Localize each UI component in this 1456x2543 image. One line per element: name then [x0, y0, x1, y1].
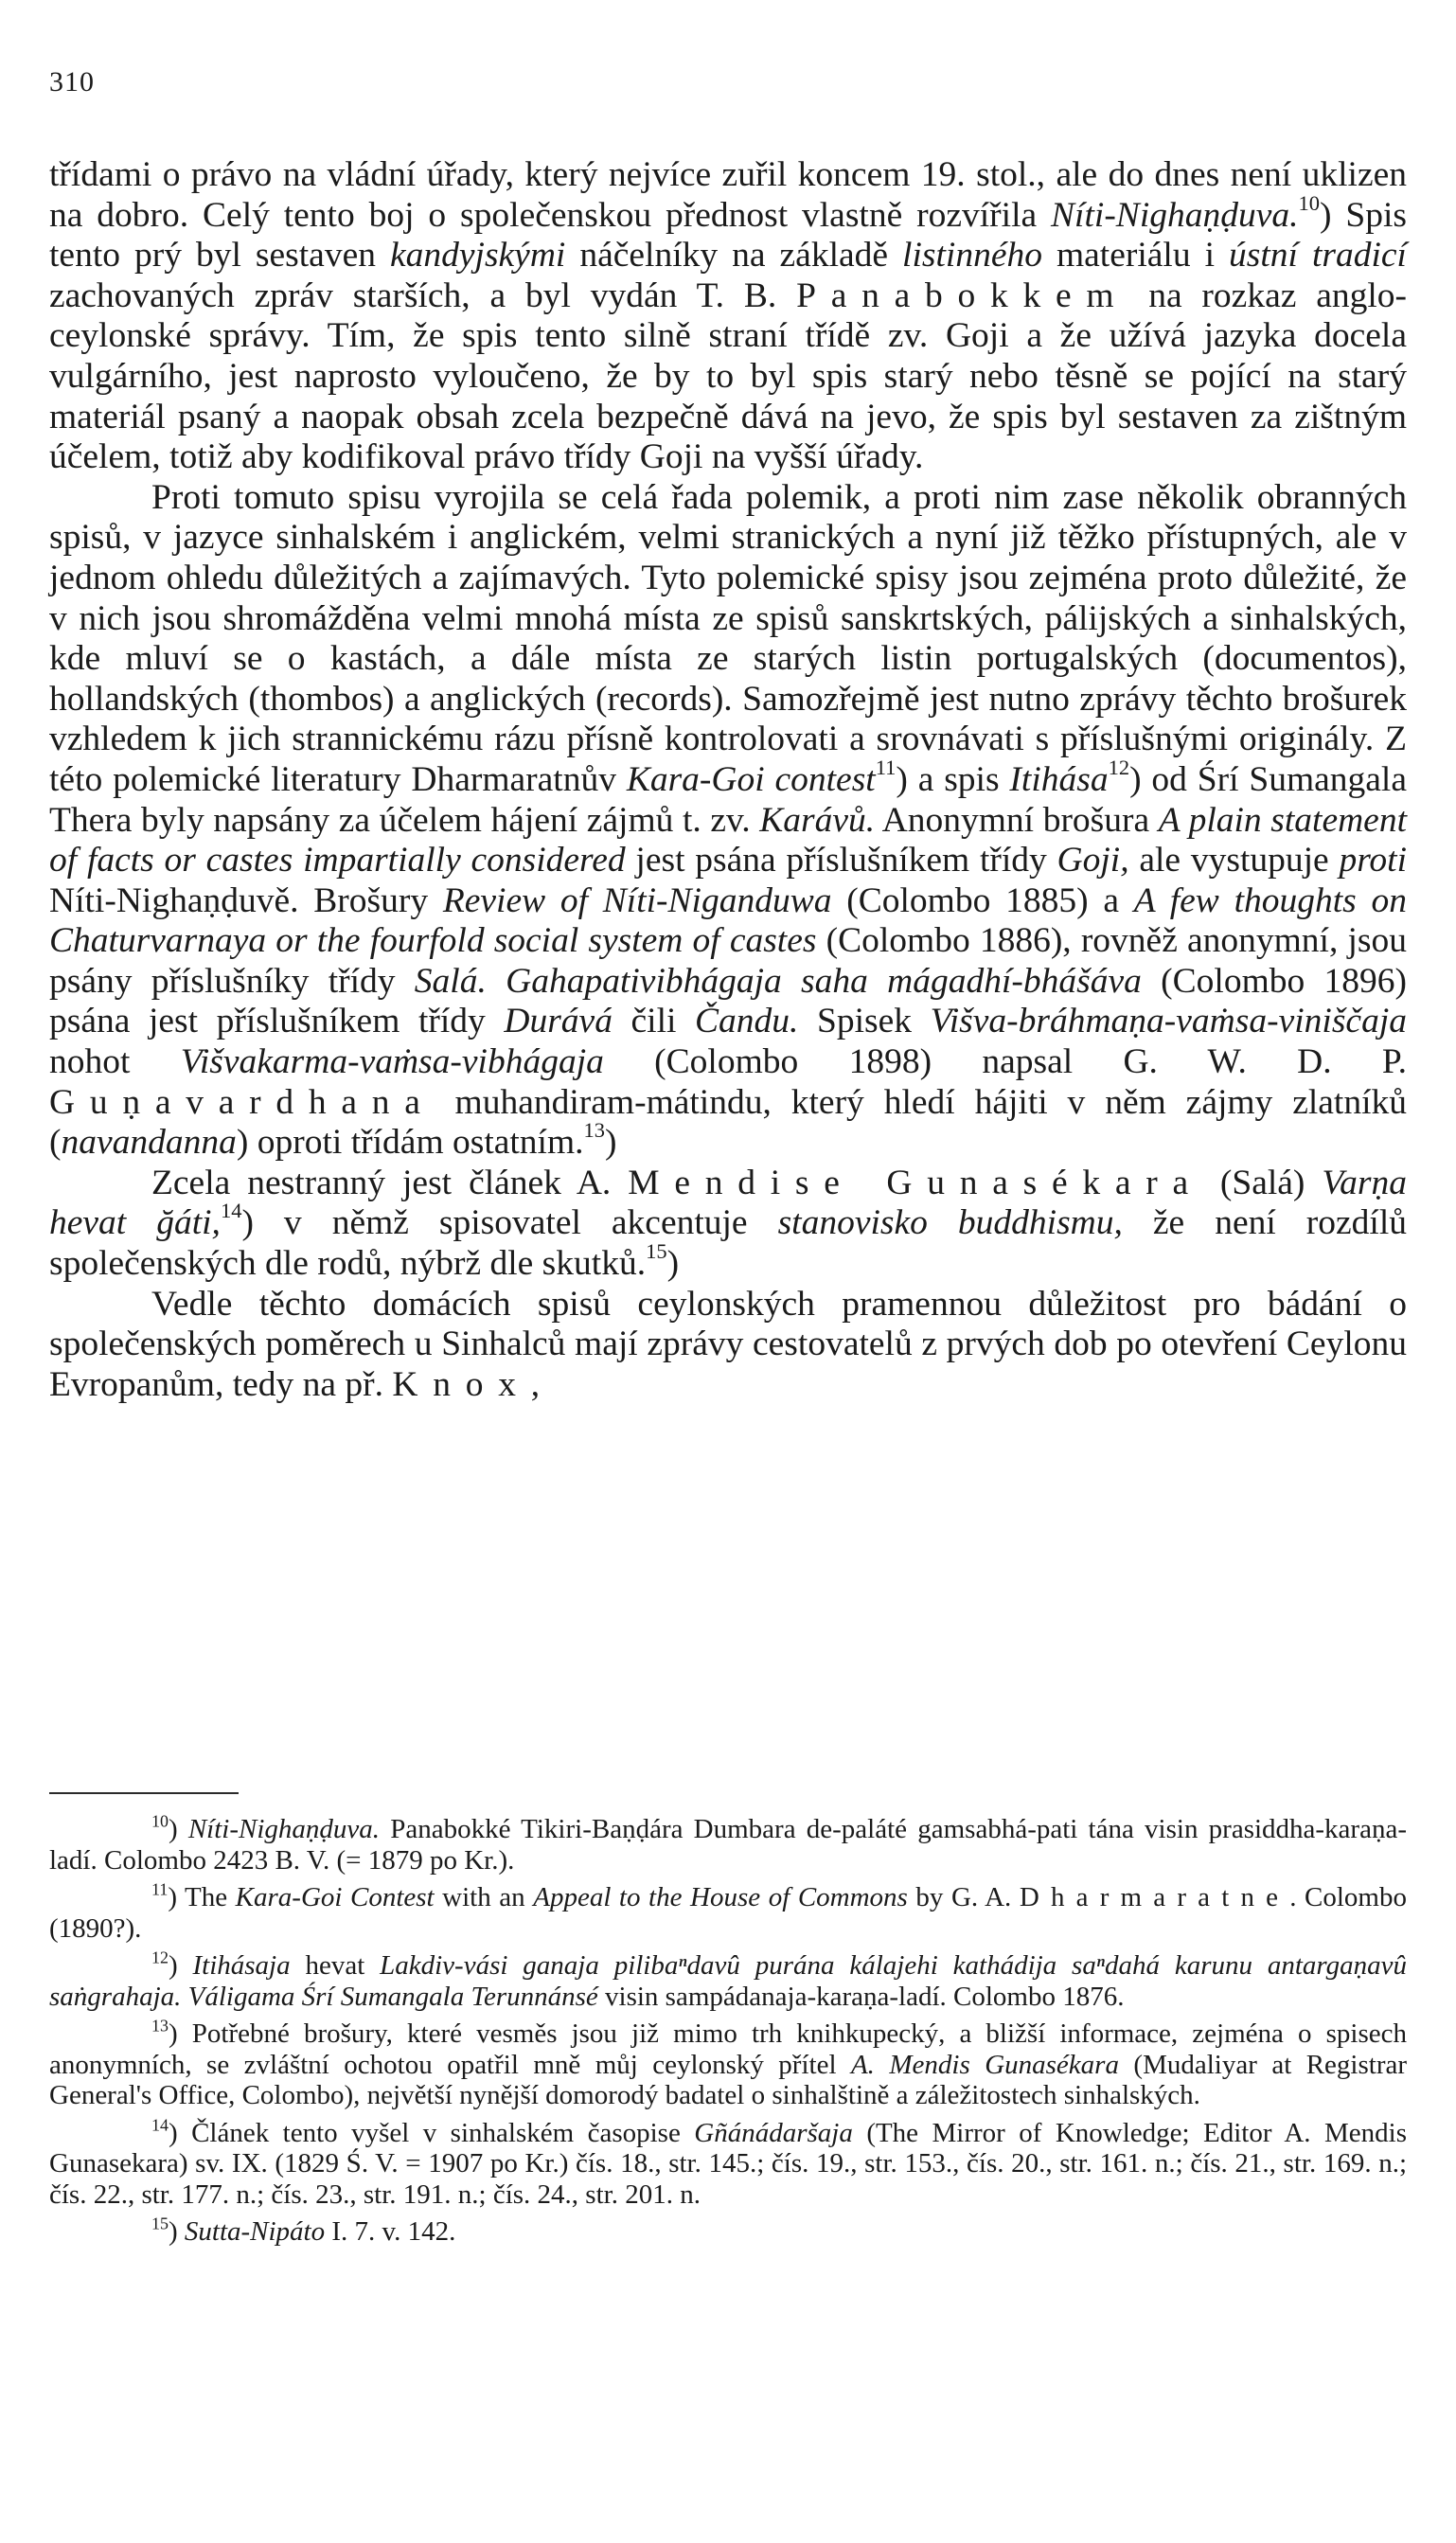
- text-run: ): [168, 2216, 185, 2247]
- footnote-separator: [49, 1792, 239, 1794]
- italic-span: A few thoughts on Chaturvarnaya or the fourfold social system of castes: [49, 880, 1407, 961]
- italic-span: Durává: [504, 1002, 613, 1041]
- italic-span: Gahapativibhágaja saha mágadhí-bhášáva: [506, 961, 1142, 1001]
- text-run: ) v němž spisovatel akcentuje: [241, 1203, 778, 1243]
- paragraph: [49, 1164, 1407, 1285]
- paragraph: [49, 1285, 1407, 1406]
- italic-span: stanovisko buddhismu,: [777, 1203, 1123, 1243]
- text-run: jest psána příslušníkem třídy: [625, 841, 1057, 880]
- footnote-number: 13: [151, 2016, 169, 2036]
- text-run: (The Mirror of Knowledge; Editor A. Mendis Gunasekara) sv. IX. (1829 Ś. V. = 1907 po Kr.) čís. 18., str. 145.; čís. 19., str. 153., čís. 20., str. 161. n.; čís. 21., str. 169. n.; čís. 22., str. 177. n.; čís. 23., str. 191. n.; čís. 24., str. 201. n.: [49, 2117, 1407, 2210]
- footnote-reference: 12: [1108, 756, 1130, 780]
- text-run: with an: [434, 1882, 534, 1912]
- italic-span: Kara-Goi Contest: [235, 1882, 435, 1912]
- footnote-reference: 10: [1298, 190, 1321, 215]
- italic-span: Itihásaja: [192, 1950, 291, 1981]
- footnote: [49, 2018, 1407, 2111]
- paragraph: [49, 478, 1407, 1164]
- main-text: [49, 155, 1407, 1405]
- text-run: (Colombo 1885) a: [831, 880, 1134, 920]
- text-run: ): [666, 1244, 680, 1284]
- text-run: Spisek: [798, 1002, 931, 1041]
- text-run: třídami o právo na vládní úřady, který nejvíce zuřil koncem 19. stol., ale do dnes není uklizen na dobro. Celý tento boj o společenskou přednost vlastně rozvířila: [49, 155, 1407, 235]
- footnote: [49, 2216, 1407, 2248]
- text-run: náčelníky na základě: [565, 236, 903, 276]
- text-run: ): [605, 1123, 617, 1163]
- paragraph: [49, 155, 1407, 478]
- text-run: ) a spis: [896, 759, 1010, 799]
- text-run: na rozkaz anglo-ceylonské správy. Tím, že spis tento silně straní třídě zv. Goji a že užívá jazyka docela vulgárního, jest naprosto vyloučeno, že by to byl spis starý nebo těsně se pojící na starý materiál psaný a naopak obsah zcela bezpečně dává na jevo, že spis byl sestaven za zištným účelem, totiž aby kodifikoval právo třídy Goji na vyšší úřady.: [49, 276, 1407, 477]
- footnotes: [49, 1811, 1408, 2254]
- footnote-number: 11: [151, 1879, 169, 1899]
- italic-span: navandanna: [61, 1123, 237, 1163]
- footnote-number: 14: [151, 2114, 169, 2134]
- footnote-reference: 14: [220, 1199, 242, 1223]
- text-run: (Colombo 1886), rovněž anonymní, jsou psány příslušníky třídy: [49, 921, 1407, 1001]
- text-run: by G. A.: [907, 1882, 1020, 1912]
- text-run: ) od Śrí Sumangala Thera byly napsány za účelem hájení zájmů t. zv.: [49, 759, 1407, 840]
- italic-span: Lakdiv-vási ganaja pilibaⁿdavû purána kálajehi kathádija saⁿdahá karunu antargaṇavû saṅgrahaja. Váligama Śrí Sumangala Terunnánsé: [49, 1950, 1407, 2012]
- italic-span: Varṇa hevat ğáti,: [49, 1163, 1407, 1243]
- spaced-name: Knox,: [392, 1364, 555, 1404]
- text-run: . Colombo (1890?).: [49, 1882, 1407, 1944]
- footnote: [49, 1947, 1407, 2012]
- footnote-reference: 11: [875, 756, 897, 780]
- spaced-name: Guṇavardhana: [49, 1082, 435, 1122]
- text-run: ): [168, 1950, 193, 1981]
- italic-span: Níti-Nighaṇḍuva.: [187, 1814, 381, 1844]
- text-run: [487, 962, 506, 1001]
- text-run: visin sampádanaja-karaṇa-ladí. Colombo 1876.: [597, 1981, 1125, 2012]
- text-run: zachovaných zpráv starších, a byl vydán T. B.: [49, 276, 797, 315]
- text-run: že není rozdílů společenských dle rodů, nýbrž dle skutků.: [49, 1203, 1407, 1284]
- italic-span: Višva-bráhmaṇa-vaṁsa-viniščaja: [930, 1002, 1407, 1041]
- italic-span: ústní tradicí: [1229, 236, 1407, 276]
- text-run: Zcela nestranný jest článek A.: [151, 1163, 629, 1202]
- italic-span: kandyjskými: [389, 236, 566, 276]
- italic-span: Review of Níti-Niganduwa: [442, 880, 832, 920]
- spaced-name: Mendise Gunasékara: [628, 1163, 1203, 1202]
- footnote-number: 15: [151, 2214, 169, 2233]
- text-run: Anonymní brošura: [875, 800, 1159, 840]
- footnote: [49, 1879, 1407, 1944]
- text-run: ) Článek tento vyšel v sinhalském časopise: [168, 2117, 695, 2148]
- text-run: (Colombo 1898) napsal G. W. D. P.: [603, 1042, 1408, 1082]
- spaced-name: Panabokkem: [796, 276, 1129, 315]
- footnote-number: 12: [151, 1947, 169, 1967]
- italic-span: Kara-Goi contest: [626, 759, 876, 799]
- italic-span: Salá.: [414, 961, 487, 1001]
- italic-span: Itihása: [1009, 759, 1109, 799]
- italic-span: proti: [1339, 841, 1407, 880]
- footnote-number: 10: [151, 1811, 169, 1831]
- text-run: Níti-Nighaṇḍuvě. Brošury: [49, 880, 443, 920]
- text-run: (Salá): [1202, 1163, 1323, 1202]
- italic-span: Višvakarma-vaṁsa-vibhágaja: [180, 1042, 604, 1082]
- italic-span: Čandu.: [695, 1002, 799, 1041]
- italic-span: Sutta-Nipáto: [184, 2216, 326, 2247]
- text-run: (Mudaliyar at Registrar General's Office, Colombo), největší nynější domorodý badatel o sinhalštině a záležitostech sinhalských.: [49, 2049, 1408, 2110]
- text-run: nohot: [49, 1042, 181, 1082]
- spaced-name: Dharmaratne: [1019, 1882, 1290, 1912]
- text-run: ) Potřebné brošury, které vesměs jsou již mimo trh knihkupecký, a bližší informace, zejména o spisech anonymních, se zvláštní ochotou opatřil mně můj ceylonský přítel: [49, 2018, 1407, 2080]
- italic-span: A plain statement of facts or castes impartially considered: [49, 800, 1407, 880]
- text-run: Proti tomuto spisu vyrojila se celá řada polemik, a proti nim zase několik obranných spisů, v jazyce sinhalském i anglickém, velmi stranických a nyní již těžko přístupných, ale v jednom ohledu důležitých a zajímavých. Tyto polemické spisy jsou zejména proto důležité, že v nich jsou shromážděna velmi mnohá místa ze spisů sanskrtských, pálijských a sinhalských, kde mluví se o kastách, a dále místa ze starých listin portugalských (documentos), hollandských (thombos) a anglických (records). Samozřejmě jest nutno zprávy těchto brošurek vzhledem k jich strannickému rázu přísně kontrolovati a srovnávati s příslušnými originály. Z této polemické literatury Dharmaratnův: [49, 477, 1407, 799]
- footnote-reference: 13: [583, 1118, 606, 1143]
- text-run: ): [168, 1814, 188, 1844]
- italic-span: Karávů.: [759, 800, 876, 840]
- italic-span: Goji,: [1056, 841, 1129, 880]
- text-run: Vedle těchto domácích spisů ceylonských pramennou důležitost pro bádání o společenských poměrech u Sinhalců mají zprávy cestovatelů z prvých dob po otevření Ceylonu Evropanům, tedy na př.: [49, 1284, 1407, 1404]
- page-number: 310: [49, 66, 95, 98]
- text-run: čili: [612, 1002, 696, 1041]
- footnote-reference: 15: [646, 1239, 667, 1264]
- text-run: (Colombo 1896) psána jest příslušníkem třídy: [49, 961, 1408, 1041]
- footnote: [49, 2114, 1407, 2211]
- italic-span: Gñánádaršaja: [694, 2117, 853, 2148]
- text-run: ) oproti třídám ostatním.: [236, 1123, 584, 1163]
- text-run: ) Spis tento prý byl sestaven: [49, 195, 1408, 276]
- italic-span: Níti-Nighaṇḍuva.: [1051, 195, 1299, 235]
- text-run: muhandiram-mátindu, který hledí hájiti v něm zájmy zlatníků (: [49, 1082, 1407, 1163]
- text-run: ) The: [168, 1882, 236, 1912]
- italic-span: Appeal to the House of Commons: [533, 1882, 908, 1912]
- text-run: I. 7. v. 142.: [325, 2216, 456, 2247]
- italic-span: A. Mendis Gunasékara: [850, 2049, 1119, 2080]
- text-run: ale vystupuje: [1128, 841, 1340, 880]
- text-run: hevat: [290, 1950, 381, 1981]
- text-run: materiálu i: [1041, 236, 1230, 276]
- text-run: Panabokké Tikiri-Baṇḍára Dumbara de-paláté gamsabhá-pati tána visin prasiddha-karaṇa-ladí. Colombo 2423 B. V. (= 1879 po Kr.).: [49, 1814, 1407, 1876]
- footnote: [49, 1811, 1407, 1876]
- italic-span: listinného: [902, 236, 1042, 276]
